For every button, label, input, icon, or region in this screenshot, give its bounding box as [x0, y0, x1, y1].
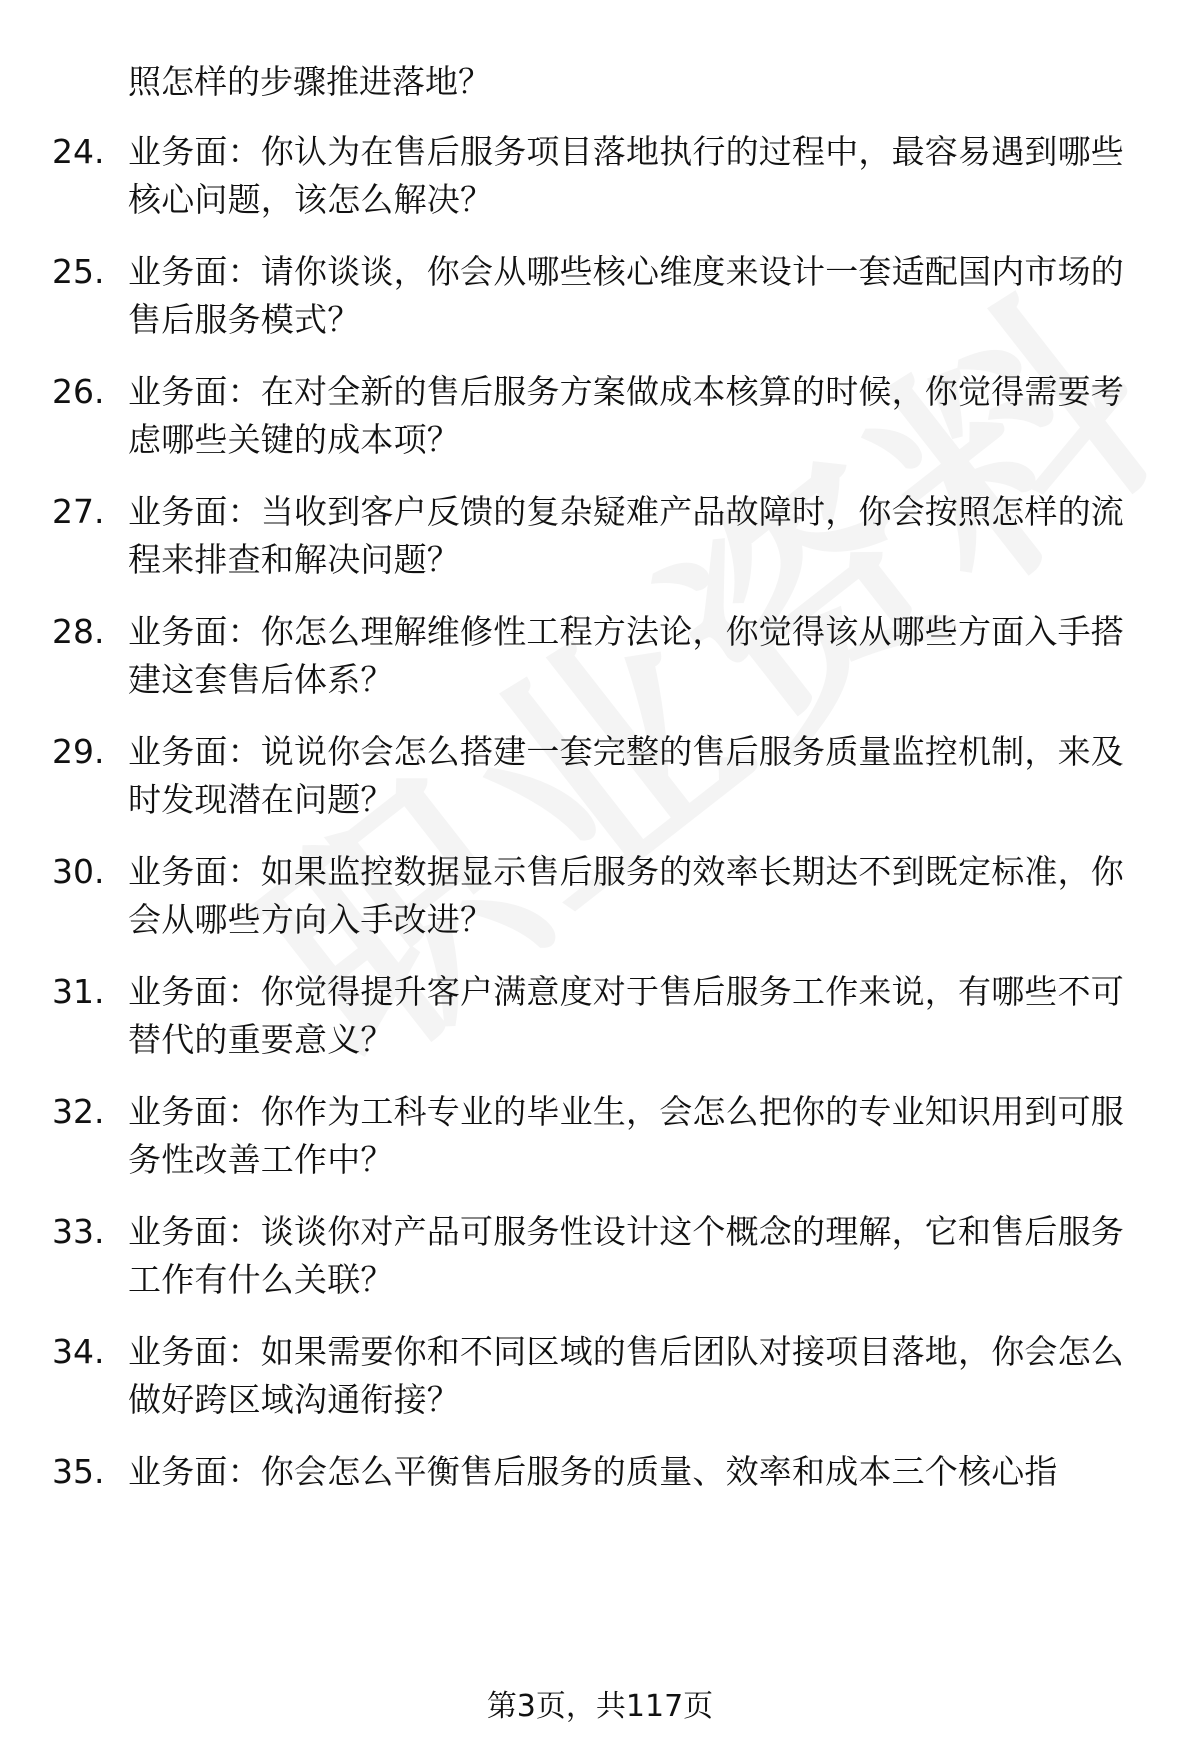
question-text: 业务面：谈谈你对产品可服务性设计这个概念的理解，它和售后服务工作有什么关联？ [128, 1212, 1124, 1299]
question-number: 27. [52, 492, 105, 531]
question-number: 33. [52, 1212, 105, 1251]
question-text: 业务面：如果需要你和不同区域的售后团队对接项目落地，你会怎么做好跨区域沟通衔接？ [128, 1332, 1124, 1419]
continuation-text: 照怎样的步骤推进落地？ [128, 62, 491, 101]
question-number: 29. [52, 732, 105, 771]
question-number: 30. [52, 852, 105, 891]
question-text: 业务面：说说你会怎么搭建一套完整的售后服务质量监控机制，来及时发现潜在问题？ [128, 732, 1124, 819]
question-number: 32. [52, 1092, 105, 1131]
question-number: 35. [52, 1452, 105, 1491]
question-number: 31. [52, 972, 105, 1011]
question-text: 业务面：你觉得提升客户满意度对于售后服务工作来说，有哪些不可替代的重要意义？ [128, 972, 1124, 1059]
question-text: 业务面：你怎么理解维修性工程方法论，你觉得该从哪些方面入手搭建这套售后体系？ [128, 612, 1124, 699]
question-number: 28. [52, 612, 105, 651]
question-text: 业务面：请你谈谈，你会从哪些核心维度来设计一套适配国内市场的售后服务模式？ [128, 252, 1124, 339]
question-text: 业务面：你认为在售后服务项目落地执行的过程中，最容易遇到哪些核心问题，该怎么解决？ [128, 132, 1124, 219]
page-footer: 第3页，共117页 [486, 1689, 714, 1724]
question-text: 业务面：当收到客户反馈的复杂疑难产品故障时，你会按照怎样的流程来排查和解决问题？ [128, 492, 1124, 579]
question-text: 业务面：如果监控数据显示售后服务的效率长期达不到既定标准，你会从哪些方向入手改进？ [128, 852, 1124, 939]
question-number: 26. [52, 372, 105, 411]
question-number: 24. [52, 132, 105, 171]
question-number: 25. [52, 252, 105, 291]
question-text: 业务面：你作为工科专业的毕业生，会怎么把你的专业知识用到可服务性改善工作中？ [128, 1092, 1124, 1179]
question-text: 业务面：你会怎么平衡售后服务的质量、效率和成本三个核心指 [128, 1452, 1058, 1491]
question-text: 业务面：在对全新的售后服务方案做成本核算的时候，你觉得需要考虑哪些关键的成本项？ [128, 372, 1124, 459]
question-number: 34. [52, 1332, 105, 1371]
